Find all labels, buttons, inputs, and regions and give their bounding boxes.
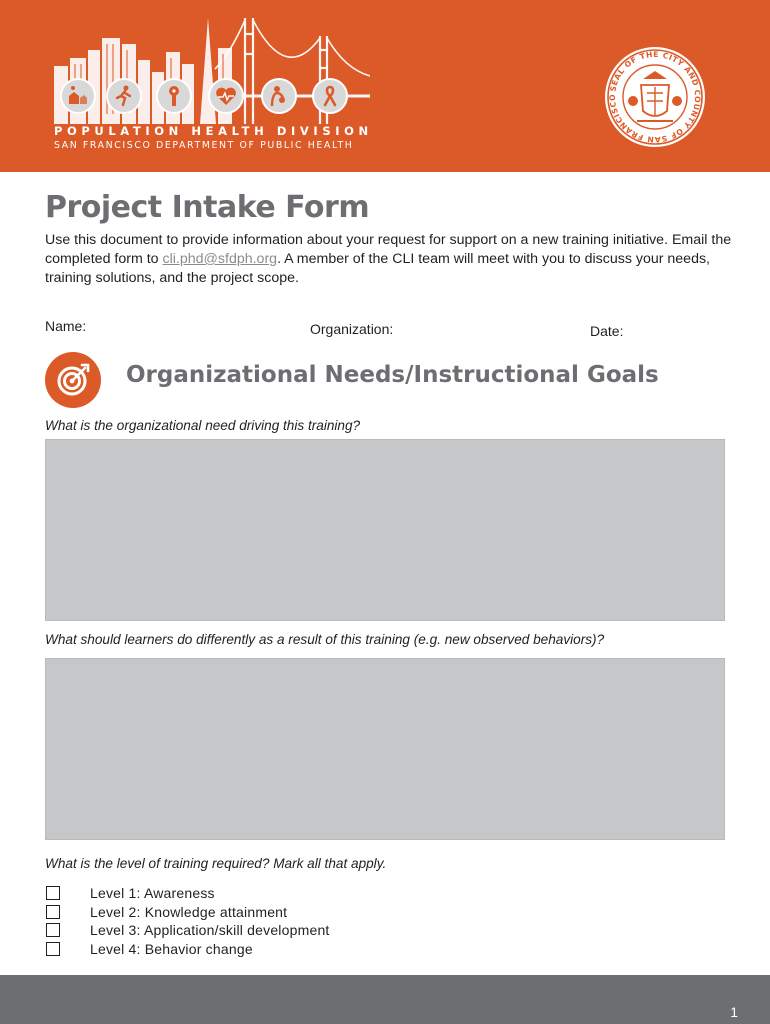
name-label: Name: [45, 318, 87, 334]
division-subtitle: SAN FRANCISCO DEPARTMENT OF PUBLIC HEALTH [54, 140, 354, 151]
city-seal [603, 45, 707, 149]
mother-child-icon [261, 78, 297, 114]
level-option-label: Level 2: Knowledge attainment [90, 903, 288, 920]
level-option[interactable] [46, 940, 330, 959]
intro-paragraph [45, 231, 745, 288]
question-organizational-need: What is the organizational need driving this training? [45, 418, 361, 433]
level-2-checkbox[interactable] [46, 905, 60, 919]
email-link[interactable]: cli.phd@sfdph.org [162, 251, 278, 267]
ribbon-icon [312, 78, 348, 114]
level-option-label: Level 4: Behavior change [90, 940, 253, 957]
question-learner-behaviors: What should learners do differently as a result of this training (e.g. new observed behaviors)? [45, 632, 605, 647]
level-4-checkbox[interactable] [46, 942, 60, 956]
intro-text: Use this document to provide information about your request for support on a new training initiative. Email the completed form to [45, 232, 732, 267]
runner-icon [106, 78, 142, 114]
level-option-label: Level 3: Application/skill development [90, 922, 330, 939]
form-title: Project Intake Form [45, 190, 370, 225]
intro-text-end: . A member of the CLI team will meet with you to discuss your needs, training solutions, and the project scope. [45, 251, 710, 286]
keyhole-icon [156, 78, 192, 114]
community-icon [60, 78, 96, 114]
target-icon [45, 352, 101, 408]
heart-icon [208, 78, 244, 114]
svg-text:SEAL OF THE CITY AND COUNTY OF: SEAL OF THE CITY AND COUNTY OF SAN FRANCISCO [607, 49, 703, 145]
organizational-need-input[interactable] [45, 439, 725, 621]
level-option-label: Level 1: Awareness [90, 885, 215, 902]
level-option[interactable] [46, 903, 330, 922]
section-heading: Organizational Needs/Instructional Goals [126, 362, 659, 388]
division-title: POPULATION HEALTH DIVISION [54, 124, 373, 138]
learner-behaviors-input[interactable] [45, 658, 725, 840]
page-number: 1 [730, 1004, 738, 1020]
level-1-checkbox[interactable] [46, 886, 60, 900]
level-3-checkbox[interactable] [46, 923, 60, 937]
organization-label: Organization: [310, 321, 394, 337]
header-banner [0, 0, 770, 172]
page-footer [0, 975, 770, 1024]
level-option[interactable] [46, 884, 330, 903]
question-training-level: What is the level of training required? Mark all that apply. [45, 856, 387, 871]
level-option[interactable] [46, 921, 330, 940]
date-label: Date: [590, 323, 624, 339]
training-level-checklist [46, 884, 330, 958]
